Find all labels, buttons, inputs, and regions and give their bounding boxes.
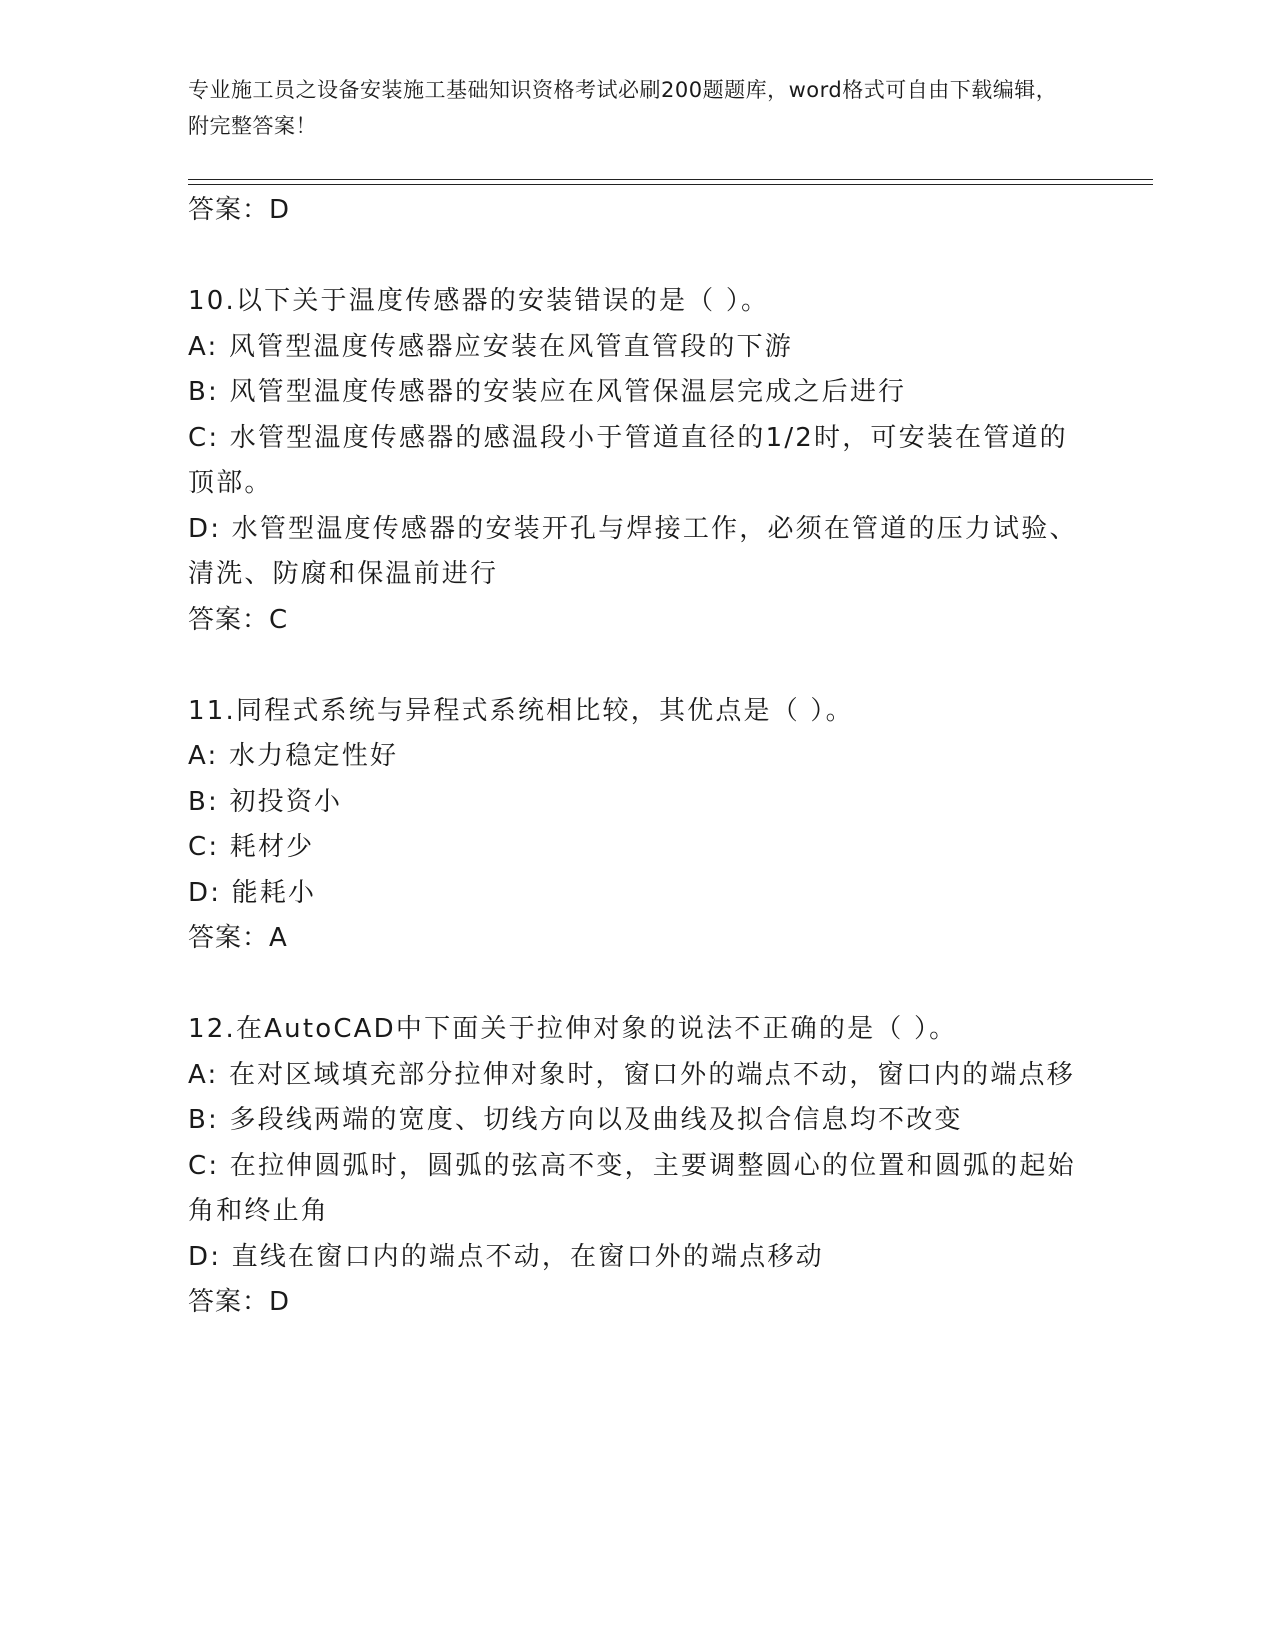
question-list [188, 188, 1088, 1326]
option-c: C: 耗材少 [188, 832, 315, 862]
question-stem: 10.以下关于温度传感器的安装错误的是（ ）。 [188, 286, 770, 316]
answer-line: 答案：C [188, 604, 289, 635]
question-11 [188, 689, 1088, 962]
question-stem: 12.在AutoCAD中下面关于拉伸对象的说法不正确的是（ ）。 [188, 1014, 958, 1044]
option-b: B: 多段线两端的宽度、切线方向以及曲线及拟合信息均不改变 [188, 1105, 963, 1135]
option-a: A: 风管型温度传感器应安装在风管直管段的下游 [188, 331, 793, 362]
question-stem: 11.同程式系统与异程式系统相比较，其优点是（ ）。 [188, 695, 854, 726]
option-d: D: 直线在窗口内的端点不动，在窗口外的端点移动 [188, 1241, 824, 1272]
option-b: B: 风管型温度传感器的安装应在风管保温层完成之后进行 [188, 377, 907, 407]
answer-line: 答案：D [188, 1287, 291, 1317]
option-a: A: 水力稳定性好 [188, 741, 399, 771]
header-divider-bottom [188, 184, 1153, 185]
question-12 [188, 1007, 1088, 1326]
option-a: A: 在对区域填充部分拉伸对象时，窗口外的端点不动，窗口内的端点移 [188, 1059, 1075, 1090]
answer-line: 答案：A [188, 923, 288, 953]
document-header: 专业施工员之设备安装施工基础知识资格考试必刷200题题库，word格式可自由下载编辑，附完整答案！ [188, 78, 1058, 138]
option-d: D: 水管型温度传感器的安装开孔与焊接工作，必须在管道的压力试验、清洗、防腐和保温前进行 [188, 513, 1078, 589]
question-10 [188, 279, 1088, 643]
option-d: D: 能耗小 [188, 877, 317, 908]
option-c: C: 在拉伸圆弧时，圆弧的弦高不变，主要调整圆心的位置和圆弧的起始角和终止角 [188, 1150, 1076, 1226]
header-divider-top [188, 179, 1153, 180]
option-b: B: 初投资小 [188, 786, 343, 817]
answer-line: 答案：D [188, 195, 291, 225]
option-c: C: 水管型温度传感器的感温段小于管道直径的1/2时，可安装在管道的顶部。 [188, 422, 1068, 498]
